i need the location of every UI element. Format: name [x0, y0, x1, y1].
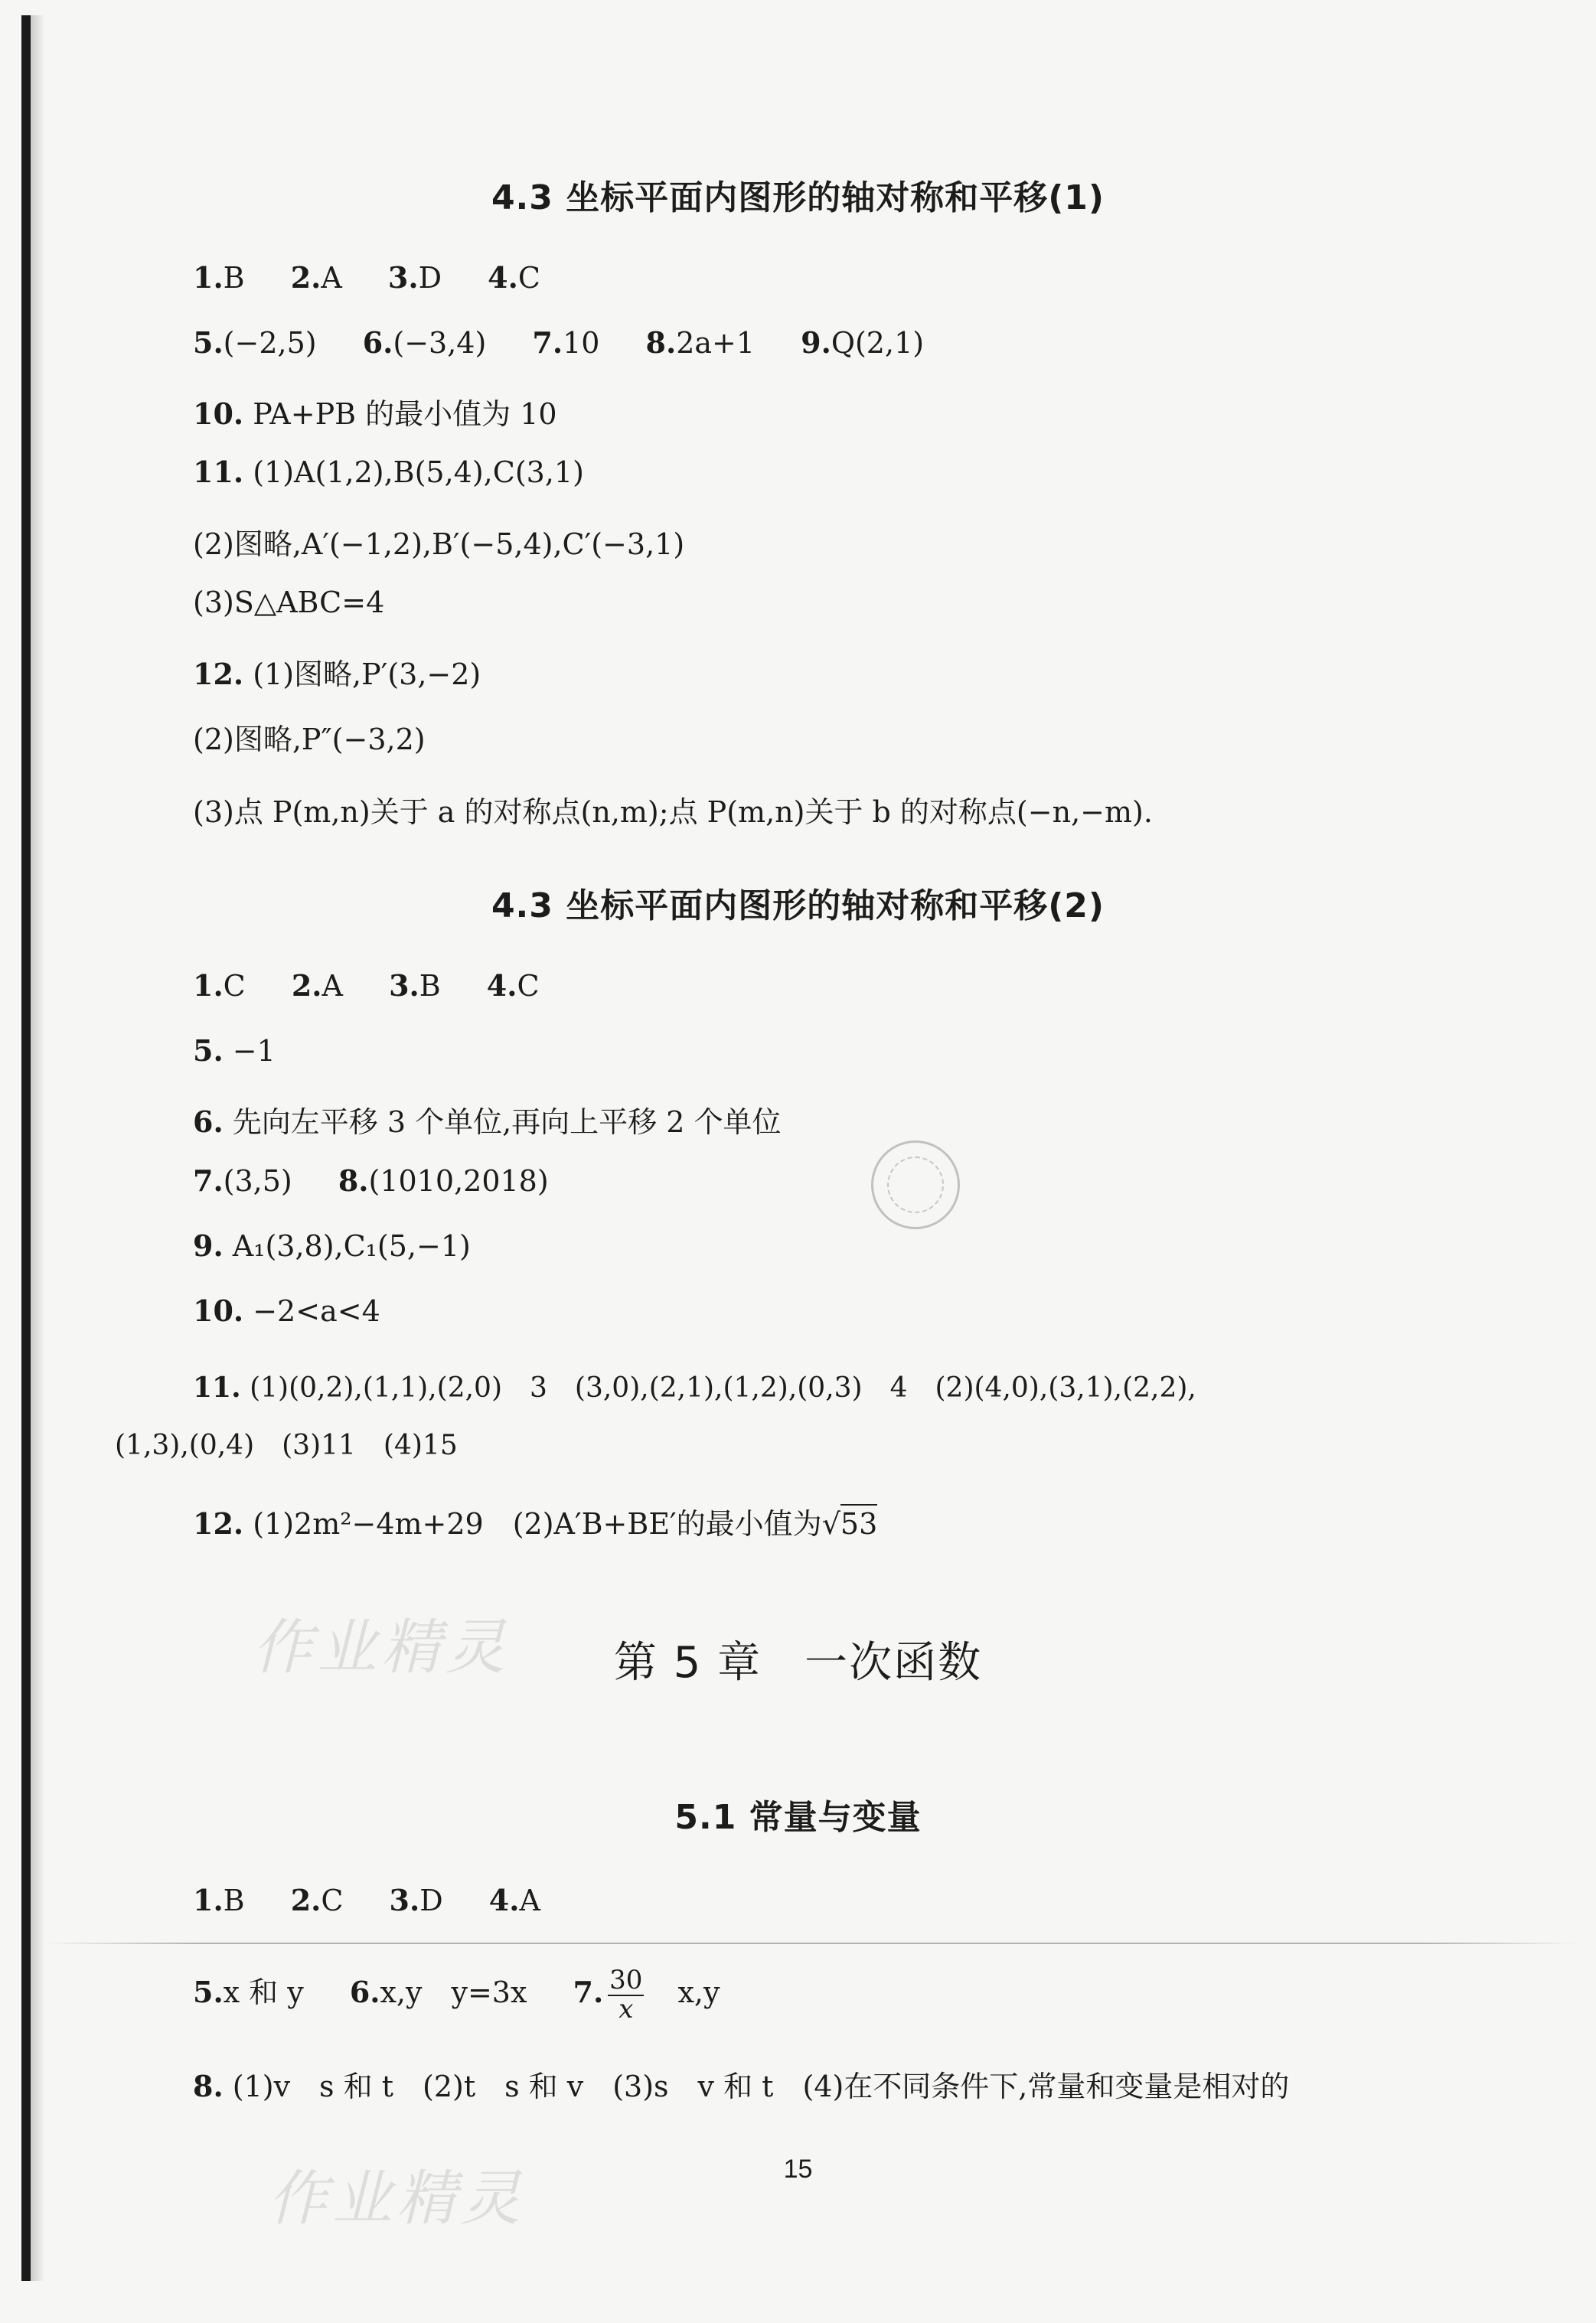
answer-11-part-2: (2)图略,A′(−1,2),B′(−5,4),C′(−3,1)	[193, 527, 685, 561]
answer-row-5-9: 5.(−2,5) 6.(−3,4) 7.10 8.2a+1 9.Q(2,1)	[193, 325, 925, 360]
answer-row-1-4: 1.B 2.A 3.D 4.C	[193, 260, 540, 295]
chapter-label: 第 5 章	[613, 1638, 762, 1688]
chapter-name: 一次函数	[805, 1638, 983, 1688]
answer-11-continued: (1,3),(0,4) (3)11 (4)15	[115, 1430, 458, 1461]
answer-12: 12. (1)图略,P′(3,−2)	[193, 657, 481, 691]
answer-9: 9. A₁(3,8),C₁(5,−1)	[193, 1228, 471, 1263]
watermark-lower: 作业精灵	[268, 2165, 526, 2233]
answer-11-part-3: (3)S△ABC=4	[193, 586, 385, 619]
answer-8: 8. (1)v s 和 t (2)t s 和 v (3)s v 和 t (4)在不同条件下,常量和变量是相对的	[193, 2069, 1290, 2103]
page-fold-line	[46, 1943, 1577, 1944]
binding-shadow	[31, 15, 44, 2281]
sqrt-icon: √	[821, 1507, 840, 1541]
answer-5: 5. −1	[193, 1033, 276, 1068]
answer-row-1-4: 1.B 2.C 3.D 4.A	[193, 1883, 540, 1917]
answer-row-7-8: 7.(3,5) 8.(1010,2018)	[193, 1163, 549, 1198]
sqrt-radicand: 53	[840, 1504, 877, 1541]
page-number: 15	[783, 2155, 813, 2184]
section-title-4-3-1: 4.3 坐标平面内图形的轴对称和平移(1)	[491, 178, 1105, 217]
answer-12-part-3: (3)点 P(m,n)关于 a 的对称点(n,m);点 P(m,n)关于 b 的对称点(−n,−m).	[193, 795, 1153, 829]
answer-10: 10. −2<a<4	[193, 1294, 380, 1328]
stamp-icon	[871, 1140, 960, 1229]
watermark-upper: 作业精灵	[253, 1613, 511, 1682]
fraction: $\frac{30}{x}$	[609, 1965, 643, 2024]
answer-row-1-4: 1.C 2.A 3.B 4.C	[193, 968, 540, 1003]
answer-11: 11. (1)A(1,2),B(5,4),C(3,1)	[193, 455, 584, 489]
chapter-title	[0, 1629, 1596, 1690]
section-title-5-1: 5.1 常量与变量	[674, 1798, 922, 1837]
answer-12-part-2: (2)图略,P″(−3,2)	[193, 723, 426, 756]
answer-11: 11. (1)(0,2),(1,1),(2,0) 3 (3,0),(2,1),(1,2),(0,3) 4 (2)(4,0),(3,1),(2,2),	[193, 1372, 1196, 1404]
answer-10: 10. PA+PB 的最小值为 10	[193, 396, 557, 431]
answer-12: 12. (1)2m²−4m+29 (2)A′B+BE′的最小值为√53	[193, 1500, 877, 1542]
answer-row-5-7: 5.x 和 y 6.x,y y=3x 7. $\frac{30}{x}$ x,y	[193, 1965, 720, 2024]
section-title-4-3-2: 4.3 坐标平面内图形的轴对称和平移(2)	[491, 886, 1105, 925]
binding-edge	[21, 15, 31, 2281]
answer-6: 6. 先向左平移 3 个单位,再向上平移 2 个单位	[193, 1104, 782, 1139]
